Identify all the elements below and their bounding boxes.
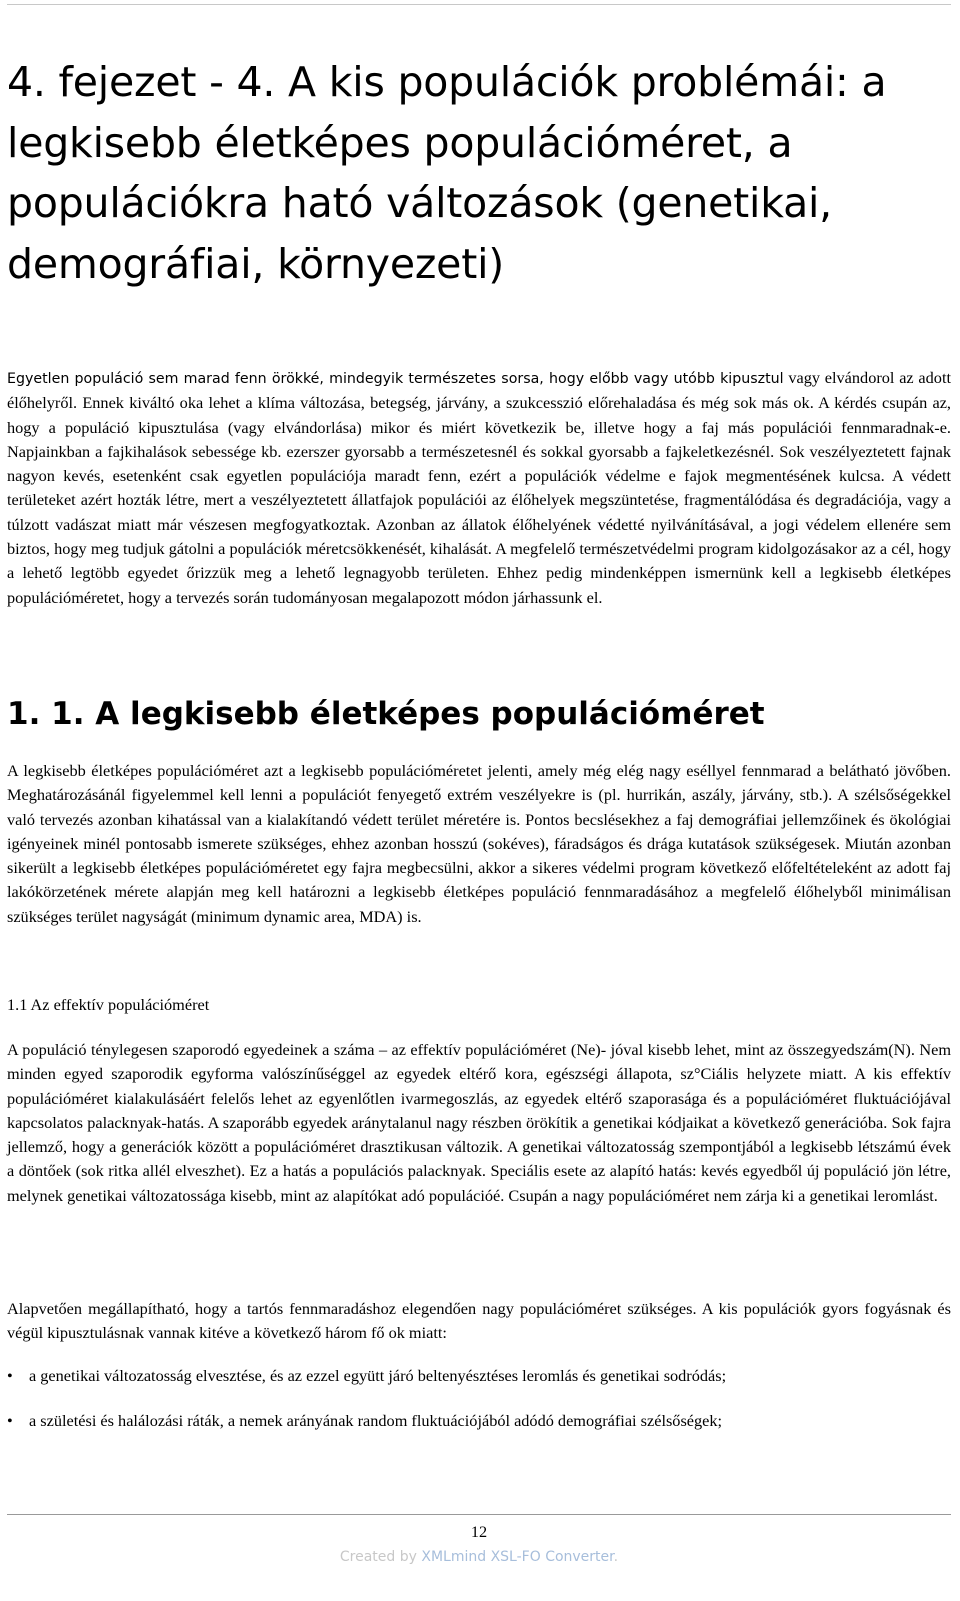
intro-lead: Egyetlen populáció sem marad fenn örökké, mindegyik természetes sorsa, hogy előbb vagy utóbb kipusztul [7,371,784,387]
section-paragraph: A legkisebb életképes populációméret azt a legkisebb populációméretet jelenti, amely még elég nagy eséllyel fennmarad a belátható jövőben. Meghatározásánál figyelemmel kell lenni a populációt fenyegető extrém veszélyekre is (pl. hurrikán, aszály, járvány, stb.). A szélsőségekkel való tervezés azonban kihatással van a kialakítandó védett terület méretére is. Pontos becslésekhez a faj demográfiai jellemzőinek és ökológiai igényeinek minél pontosabb ismerete szükséges, ehhez azonban hosszú (sokéves), fáradságos és drága kutatások szükségesek. Miután azonban sikerült a legkisebb életképes populációméretet egy fajra megbecsülni, akkor a sikeres védelmi program következő előfeltételeként az adott faj lakókörzetének mérete alapján meg kell határozni a legkisebb életképes populáció fennmaradásához a megfelelő élőhelyből minimálisan szükséges terület nagyságát (minimum dynamic area, MDA) is. [7,761,951,926]
subsection-title: 1.1 Az effektív populációméret [7,995,210,1014]
document-page [7,0,951,1601]
chapter-title: 4. fejezet - 4. A kis populációk problémái: a legkisebb életképes populációméret, a populációkra ható változások (genetikai, demográfiai, környezeti) [7,58,887,288]
watermark-suffix: . [613,1549,619,1565]
section-title: 1. 1. A legkisebb életképes populációméret [7,696,765,732]
subsection-paragraph-1: A populáció ténylegesen szaporodó egyedeinek a száma – az effektív populációméret (Ne)- jóval kisebb lehet, mint az összegyedszám(N). Nem minden egyed szaporodik egyforma valószínűséggel az egyedek eltérő kora, egészségi állapota, sz°Ciális helyzete miatt. A kis effektív populációméret kialakulásáért felelős lehet az egyenlőtlen ivarmegoszlás, az egyedek eltérő szaporasága és a populációméret fluktuációjával kapcsolatos palacknyak-hatás. A szaporább egyedek aránytalanul nagy részben örökítik a genetikai kódjaikat a következő generációba. Sok fajra jellemző, hogy a generációk között a populációméret drasztikusan változik. A genetikai változatosság szempontjából a legkisebb létszámú évek a döntőek (sok ritka allél elveszhet). Ez a hatás a populációs palacknyak. Speciális esete az alapító hatás: kevés egyedből új populáció jön létre, melynek genetikai változatossága kisebb, mint az alapítókat adó populációé. Csupán a nagy populációméret nem zárja ki a genetikai leromlást. [7,1040,951,1205]
watermark-link[interactable]: XMLmind XSL-FO Converter [421,1549,614,1565]
top-divider [7,4,951,5]
footer-divider [7,1514,951,1515]
list-item-text: a genetikai változatosság elvesztése, és az ezzel együtt járó beltenyésztéses leromlás és genetikai sodródás; [29,1366,727,1385]
watermark-prefix: Created by [339,1549,422,1565]
converter-watermark [7,1546,951,1568]
intro-paragraph [7,366,951,610]
list-item-text: a születési és halálozási ráták, a nemek arányának random fluktuációjából adódó demográfiai szélsőségek; [29,1411,723,1430]
page-number: 12 [470,1522,488,1541]
bullet-icon: • [7,1411,13,1430]
intro-rest: vagy elvándorol az adott élőhelyről. Ennek kiváltó oka lehet a klíma változása, betegség, járvány, a szukcesszió előrehaladása és még sok más ok. A kérdés csupán az, hogy a populáció kipusztulása (vagy elvándorlása) mikor és miért következik be, illetve hogy a faj más populációi fennmaradnak-e. Napjainkban a fajkihalások sebessége kb. ezerszer gyorsabb a természetesnél és sokkal gyorsabb a fajkeletkezésnél. Sok veszélyeztetett fajnak nagyon kevés, esetenként csak egyetlen populációja maradt fenn, ezért a populációk védelme e fajok megmentésének kulcsa. A védett területeket azért hozták létre, mert a veszélyeztetett állatfajok populációi az élőhelyek megszüntetése, fragmentálódása és degradációja, vagy a túlzott vadászat miatt már vészesen megfogyatkoztak. Azonban az állatok élőhelyének védetté nyilvánításával, a jogi védelem ellenére sem biztos, hogy meg tudjuk gátolni a populációk méretcsökkenését, kihalását. A megfelelő természetvédelmi program kidolgozásakor az a cél, hogy a lehető legtöbb egyedet őrizzük meg a lehető legnagyobb területen. Ehhez pedig mindenképpen ismernünk kell a legkisebb életképes populációméretet, hogy a tervezés során tudományosan megalapozott módon járhassunk el. [7,368,951,607]
subsection-paragraph-2: Alapvetően megállapítható, hogy a tartós fennmaradáshoz elegendően nagy populációméret szükséges. A kis populációk gyors fogyásnak és végül kipusztulásnak vannak kitéve a következő három fő ok miatt: [7,1299,951,1343]
bullet-icon: • [7,1366,13,1385]
